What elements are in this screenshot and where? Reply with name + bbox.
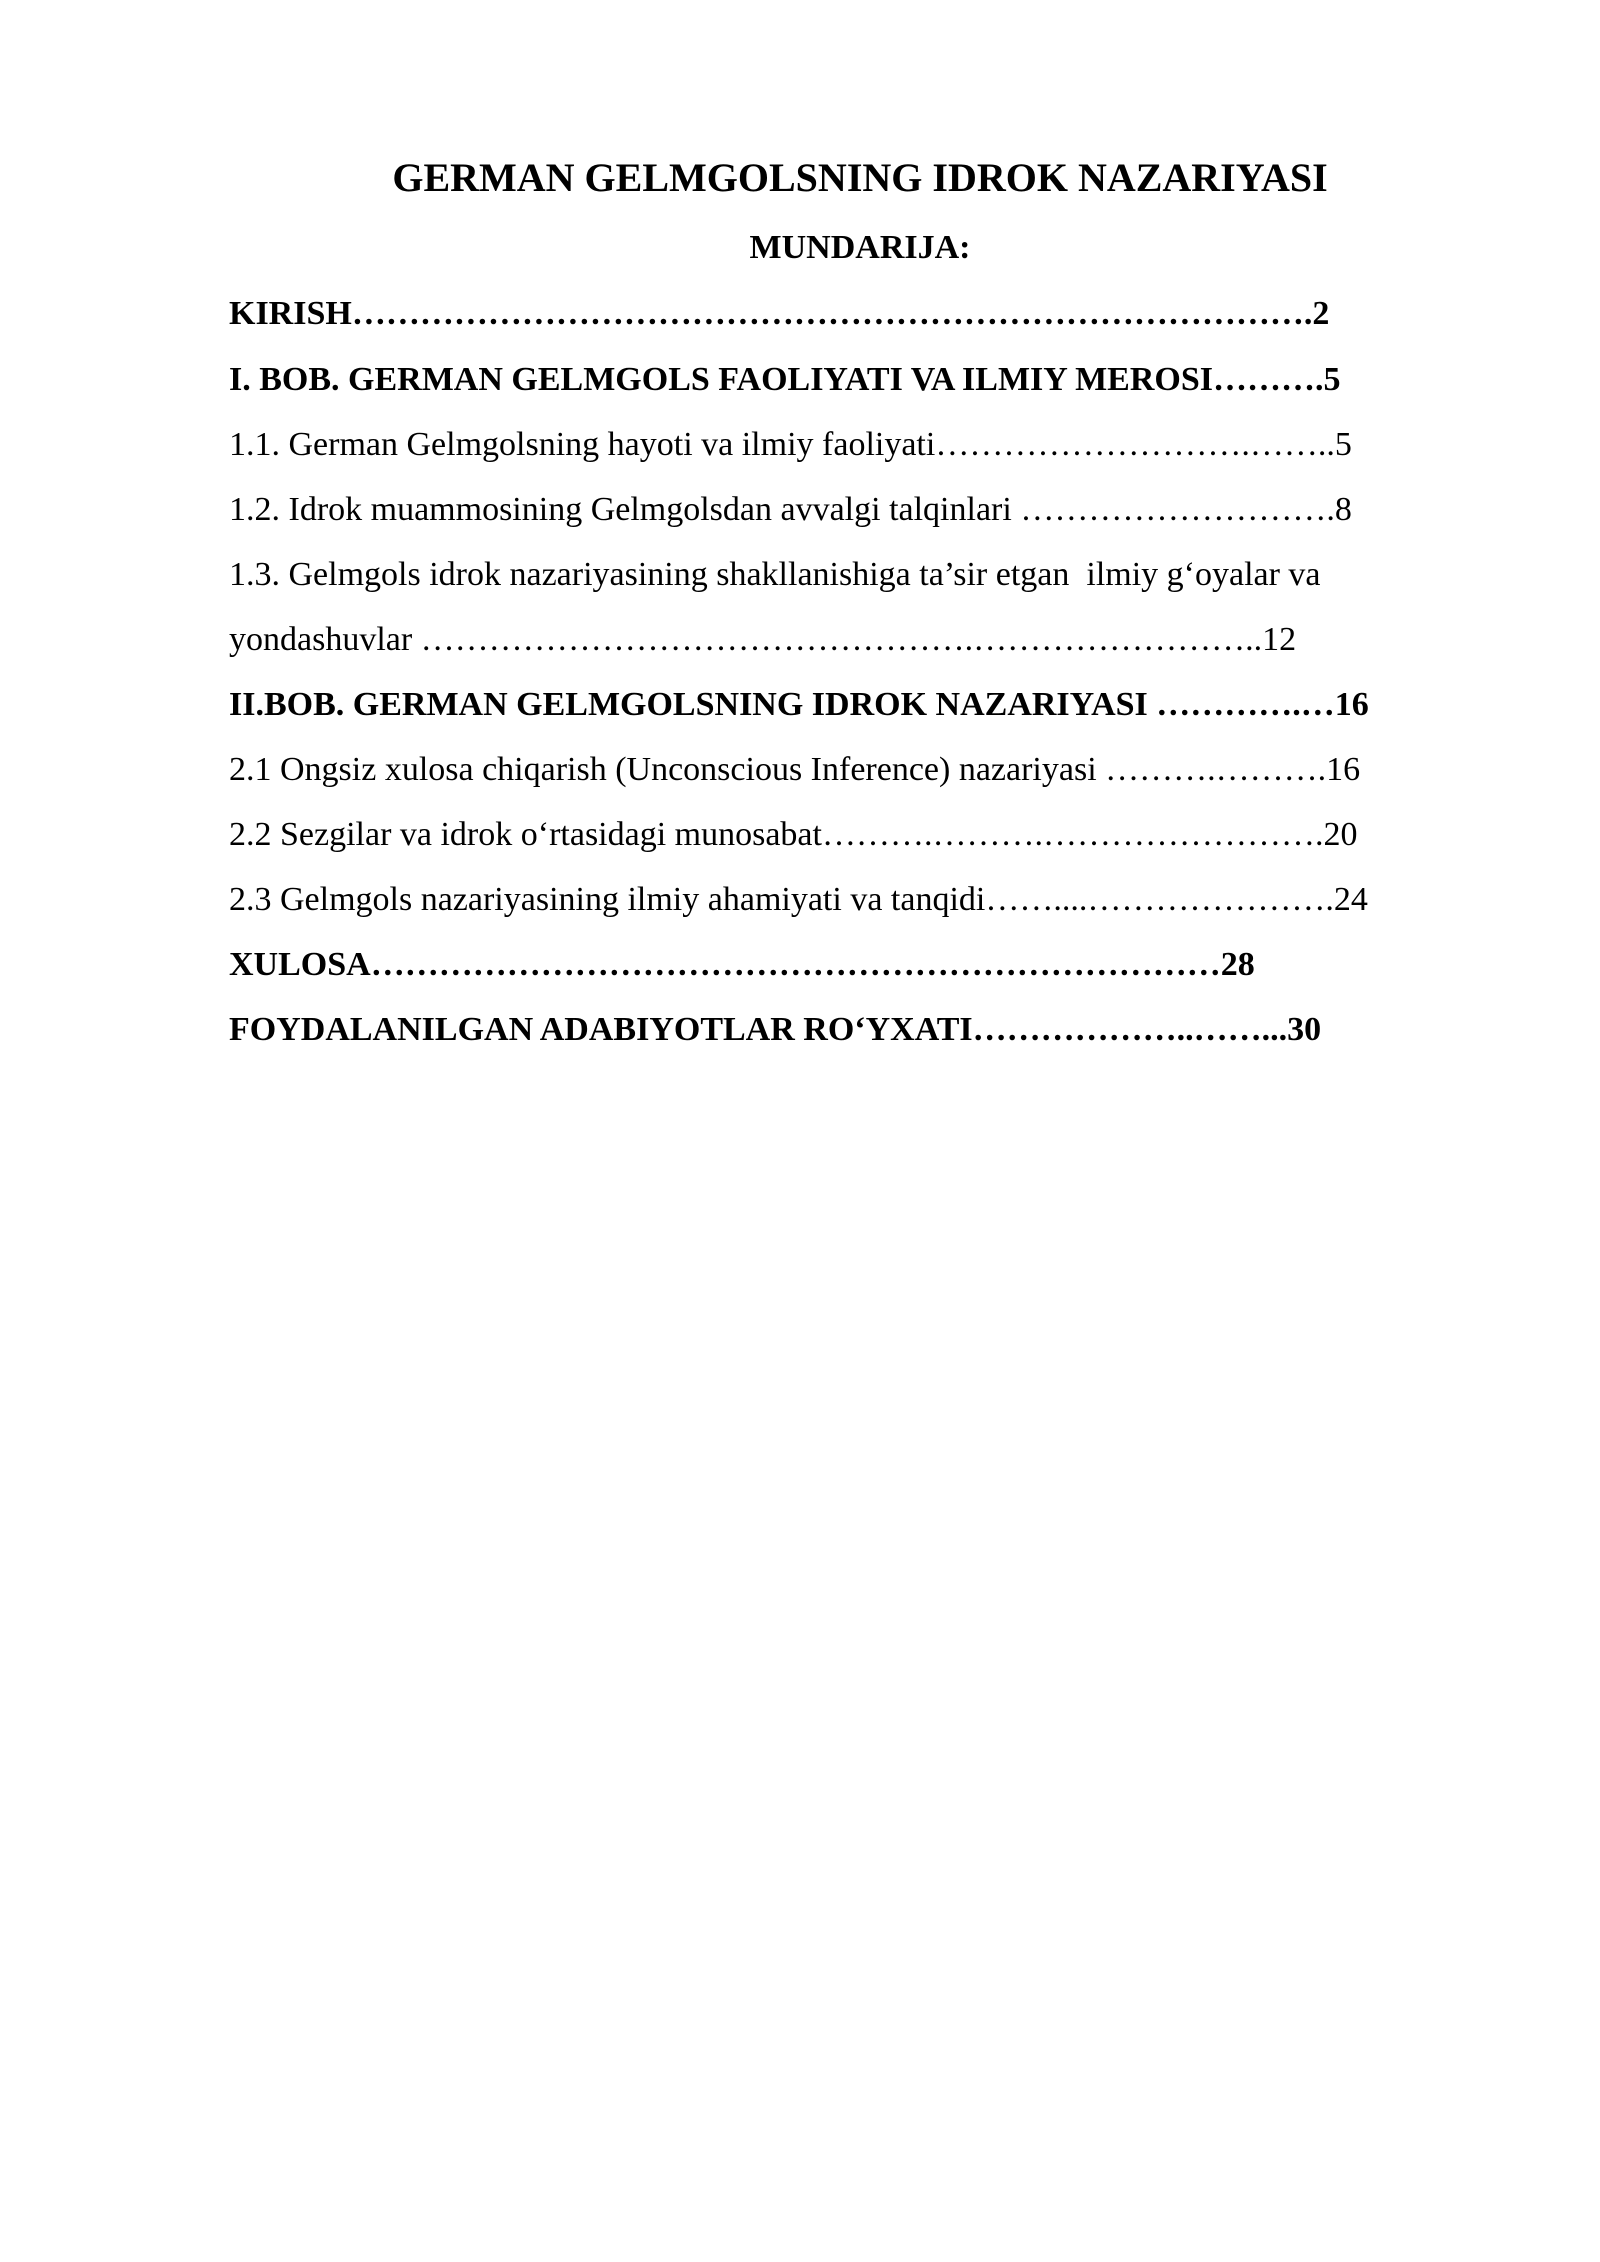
toc-entry-conclusion: XULOSA…………………………………………………………………28: [229, 946, 1255, 983]
toc-entry-section-1-3-continued: yondashuvlar ………………………………………….……………………..12: [229, 621, 1297, 658]
toc-entry-chapter-1: I. BOB. GERMAN GELMGOLS FAOLIYATI VA ILMIY MEROSI……….5: [229, 361, 1341, 398]
toc-entry-section-2-3: 2.3 Gelmgols nazariyasining ilmiy ahamiyati va tanqidi……....………………….24: [229, 881, 1368, 918]
toc-entry-section-2-1: 2.1 Ongsiz xulosa chiqarish (Unconscious Inference) nazariyasi ……….……….16: [229, 751, 1361, 788]
toc-entry-section-1-1: 1.1. German Gelmgolsning hayoti va ilmiy faoliyati……………………….……..5: [229, 426, 1352, 463]
toc-entry-section-1-2: 1.2. Idrok muammosining Gelmgolsdan avvalgi talqinlari ……………………….8: [229, 491, 1352, 528]
toc-entry-section-1-3: 1.3. Gelmgols idrok nazariyasining shakllanishiga ta’sir etgan ilmiy g‘oyalar va: [229, 556, 1321, 593]
toc-entry-introduction: KIRISH………………………………………………………………………….2: [229, 295, 1330, 332]
toc-entry-chapter-2: II.BOB. GERMAN GELMGOLSNING IDROK NAZARIYASI ………….…16: [229, 686, 1369, 723]
toc-entry-references: FOYDALANILGAN ADABIYOTLAR RO‘YXATI………………..……...30: [229, 1011, 1322, 1048]
document-title: GERMAN GELMGOLSNING IDROK NAZARIYASI: [392, 155, 1328, 200]
toc-heading: MUNDARIJA:: [749, 229, 971, 266]
toc-entry-section-2-2: 2.2 Sezgilar va idrok o‘rtasidagi munosabat……….……….…………………….20: [229, 816, 1358, 853]
